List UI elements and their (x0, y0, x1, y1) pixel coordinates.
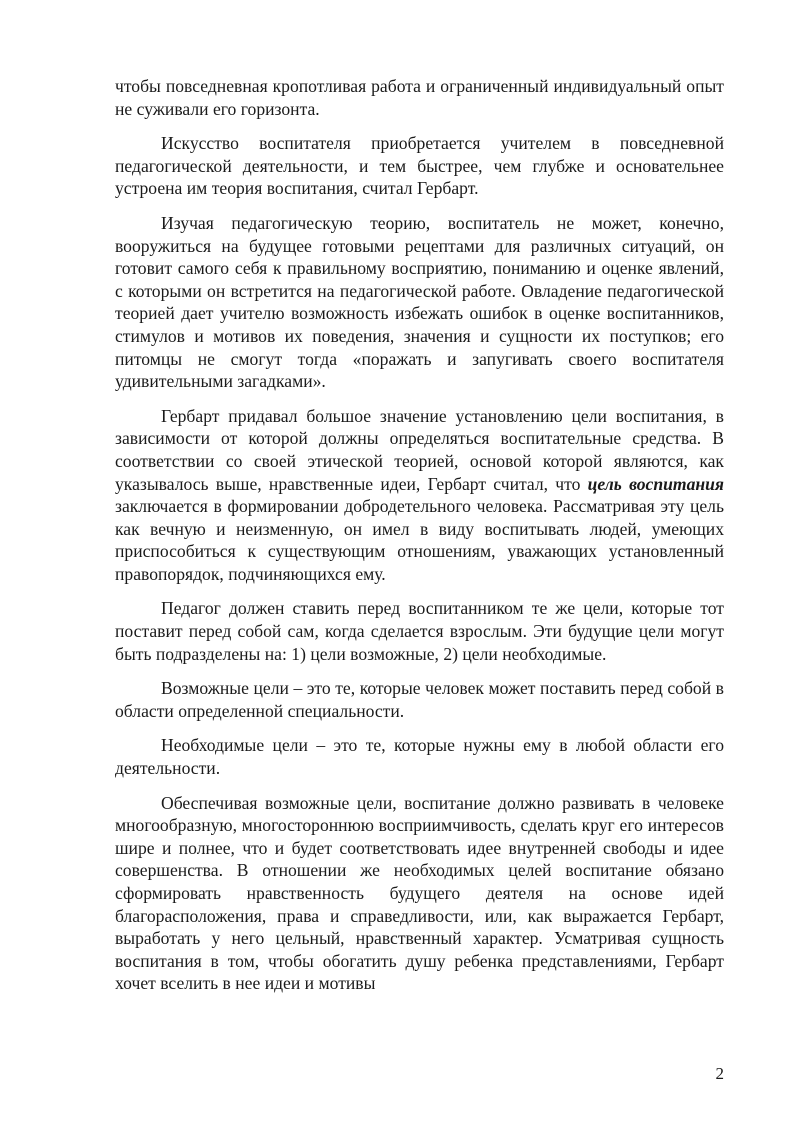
paragraph-future-goals: Педагог должен ставить перед воспитанником те же цели, которые тот поставит перед собой сам, когда сделается взрослым. Эти будущие цели могут быть подразделены на: 1) цели возможные, 2) цели необходимые. (115, 598, 724, 664)
paragraph-art-of-educator: Искусство воспитателя приобретается учителем в повседневной педагогической деятельности, и тем быстрее, чем глубже и основательнее устроена им теория воспитания, считал Гербарт. (115, 133, 724, 199)
paragraph-pedagogical-theory: Изучая педагогическую теорию, воспитатель не может, конечно, вооружиться на будущее готовыми рецептами для различных ситуаций, он готовит самого себя к правильному восприятию, пониманию и оценке явлений, с которыми он встретится на педагогической работе. Овладение педагогической теорией дает учителю возможность избежать ошибок в оценке воспитанников, стимулов и мотивов их поведения, значения и сущности их поступков; его питомцы не смогут тогда «поражать и запугивать своего воспитателя удивительными загадками». (115, 212, 724, 392)
page-number: 2 (715, 1064, 724, 1083)
paragraph-providing-goals: Обеспечивая возможные цели, воспитание должно развивать в человеке многообразную, многостороннюю восприимчивость, сделать круг его интересов шире и полнее, что и будет соответствовать идее внутренней свободы и идее совершенства. В отношении же необходимых целей воспитание обязано сформировать нравственность будущего деятеля на основе идей благорасположения, права и справедливости, или, как выражается Гербарт, выработать у него цельный, нравственный характер. Усматривая сущность воспитания в том, чтобы обогатить душу ребенка представлениями, Гербарт хочет вселить в нее идеи и мотивы (115, 792, 724, 994)
page-body (115, 75, 724, 1007)
paragraph-goal-of-education (115, 405, 724, 586)
paragraph-continuation: чтобы повседневная кропотливая работа и ограниченный индивидуальный опыт не суживали его горизонта. (115, 76, 724, 119)
paragraph-necessary-goals: Необходимые цели – это те, которые нужны ему в любой области его деятельности. (115, 735, 724, 779)
goal-text-after: заключается в формировании добродетельного человека. Рассматривая эту цель как вечную и неизменную, он имел в виду воспитывать людей, умеющих приспособиться к существующим отношениям, уважающих установленный правопорядок, подчиняющихся ему. (115, 496, 724, 584)
goal-text-before: Гербарт придавал большое значение установлению цели воспитания, в зависимости от которой должны определяться воспитательные средства. В соответствии со своей этической теорией, основой которой являются, как указывалось выше, нравственные идеи, Гербарт считал, что (115, 405, 724, 494)
goal-emphasis: цель воспитания (587, 473, 724, 494)
paragraph-possible-goals: Возможные цели – это те, которые человек может поставить перед собой в области определенной специальности. (115, 678, 724, 721)
